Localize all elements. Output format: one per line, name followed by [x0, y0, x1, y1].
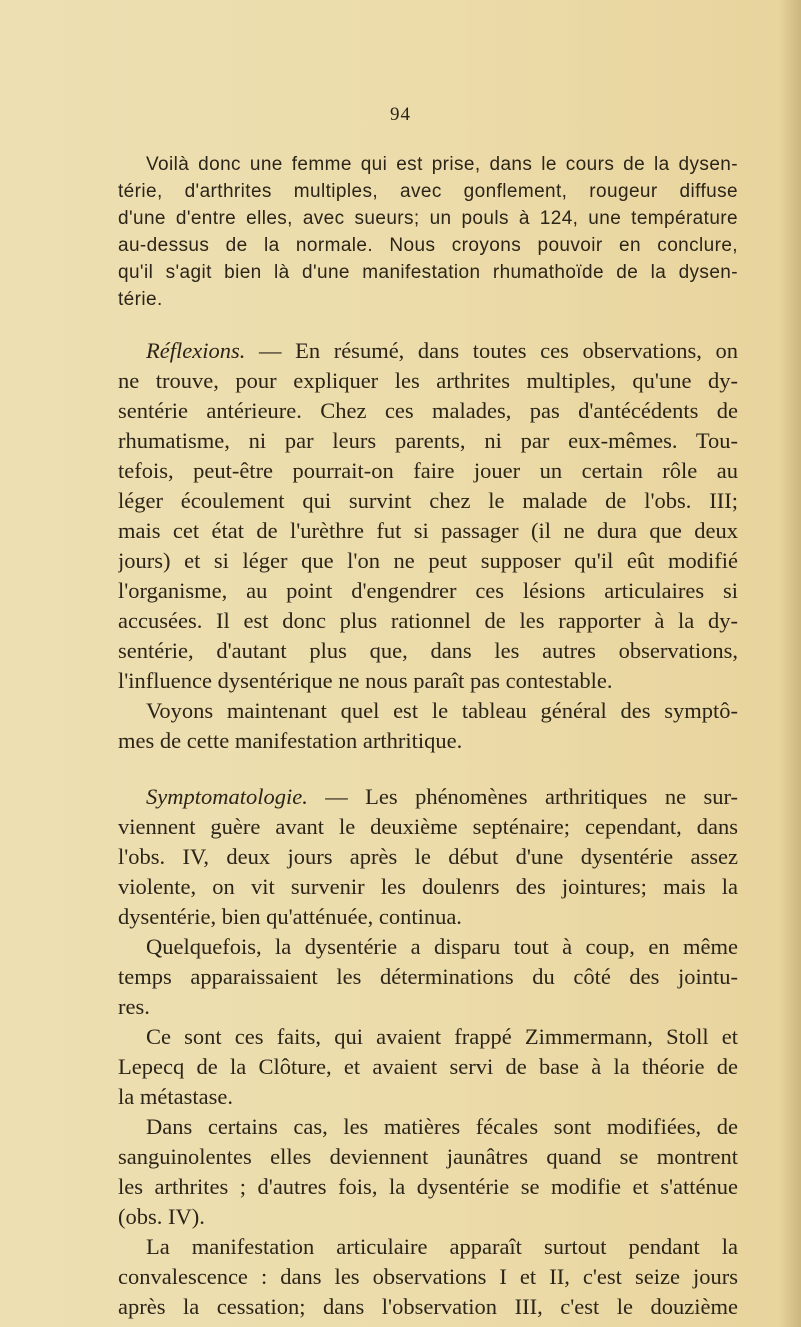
text-line: tefois, peut-être pourrait-on faire jouer un certain rôle au	[118, 458, 738, 483]
text-line: dysentérie, bien qu'atténuée, continua.	[118, 904, 462, 929]
text-line: ne trouve, pour expliquer les arthrites multiples, qu'une dy-	[118, 368, 738, 393]
text-line: térie, d'arthrites multiples, avec gonflement, rougeur diffuse	[118, 181, 738, 202]
reflexions-first-line	[146, 338, 738, 364]
text-line: violente, on vit survenir les doulenrs des jointures; mais la	[118, 874, 738, 899]
text-line: La manifestation articulaire apparaît surtout pendant la	[146, 1234, 738, 1259]
text-line: qu'il s'agit bien là d'une manifestation rhumathoïde de la dysen-	[118, 262, 738, 283]
section-heading-symptomatologie: Symptomatologie.	[146, 784, 308, 809]
text-line: convalescence : dans les observations I et II, c'est seize jours	[118, 1264, 738, 1289]
text-line: sentérie antérieure. Chez ces malades, pas d'antécédents de	[118, 398, 738, 423]
text-line: l'obs. IV, deux jours après le début d'une dysentérie assez	[118, 844, 738, 869]
text-line: sentérie, d'autant plus que, dans les autres observations,	[118, 638, 738, 663]
text-line: Lepecq de la Clôture, et avaient servi de base à la théorie de	[118, 1054, 738, 1079]
text-line: Dans certains cas, les matières fécales sont modifiées, de	[146, 1114, 738, 1139]
text-line: léger écoulement qui survint chez le malade de l'obs. III;	[118, 488, 738, 513]
text-line: Voyons maintenant quel est le tableau général des symptô-	[146, 698, 738, 723]
text-line: jours) et si léger que l'on ne peut supposer qu'il eût modifié	[118, 548, 738, 573]
text-line: temps apparaissaient les déterminations du côté des jointu-	[118, 964, 738, 989]
text-line: mais cet état de l'urèthre fut si passager (il ne dura que deux	[118, 518, 738, 543]
page-edge-shadow	[779, 0, 801, 1327]
text-line: Quelquefois, la dysentérie a disparu tout à coup, en même	[146, 934, 738, 959]
text-line: viennent guère avant le deuxième septénaire; cependant, dans	[118, 814, 738, 839]
text-span: — En résumé, dans toutes ces observations, on	[245, 338, 738, 363]
text-line: après la cessation; dans l'observation III, c'est le douzième	[118, 1294, 738, 1319]
text-line: la métastase.	[118, 1084, 233, 1109]
text-line: Ce sont ces faits, qui avaient frappé Zimmermann, Stoll et	[146, 1024, 738, 1049]
text-line: l'influence dysentérique ne nous paraît pas contestable.	[118, 668, 613, 693]
text-line: res.	[118, 994, 150, 1019]
text-line: l'organisme, au point d'engendrer ces lésions articulaires si	[118, 578, 738, 603]
section-heading-reflexions: Réflexions.	[146, 338, 246, 363]
text-line: mes de cette manifestation arthritique.	[118, 728, 463, 753]
text-span: — Les phénomènes arthritiques ne sur-	[307, 784, 738, 809]
text-line: sanguinolentes elles deviennent jaunâtres quand se montrent	[118, 1144, 738, 1169]
page-number: 94	[390, 104, 411, 125]
text-line: au-dessus de la normale. Nous croyons pouvoir en conclure,	[118, 235, 738, 256]
text-line: d'une d'entre elles, avec sueurs; un pouls à 124, une température	[118, 208, 738, 229]
text-line: (obs. IV).	[118, 1204, 205, 1229]
text-line: rhumatisme, ni par leurs parents, ni par eux-mêmes. Tou-	[118, 428, 738, 453]
symptomatologie-first-line	[146, 784, 738, 810]
text-line: les arthrites ; d'autres fois, la dysentérie se modifie et s'atténue	[118, 1174, 738, 1199]
text-line: térie.	[118, 289, 163, 310]
text-line: accusées. Il est donc plus rationnel de les rapporter à la dy-	[118, 608, 738, 633]
text-line: Voilà donc une femme qui est prise, dans le cours de la dysen-	[146, 154, 738, 175]
